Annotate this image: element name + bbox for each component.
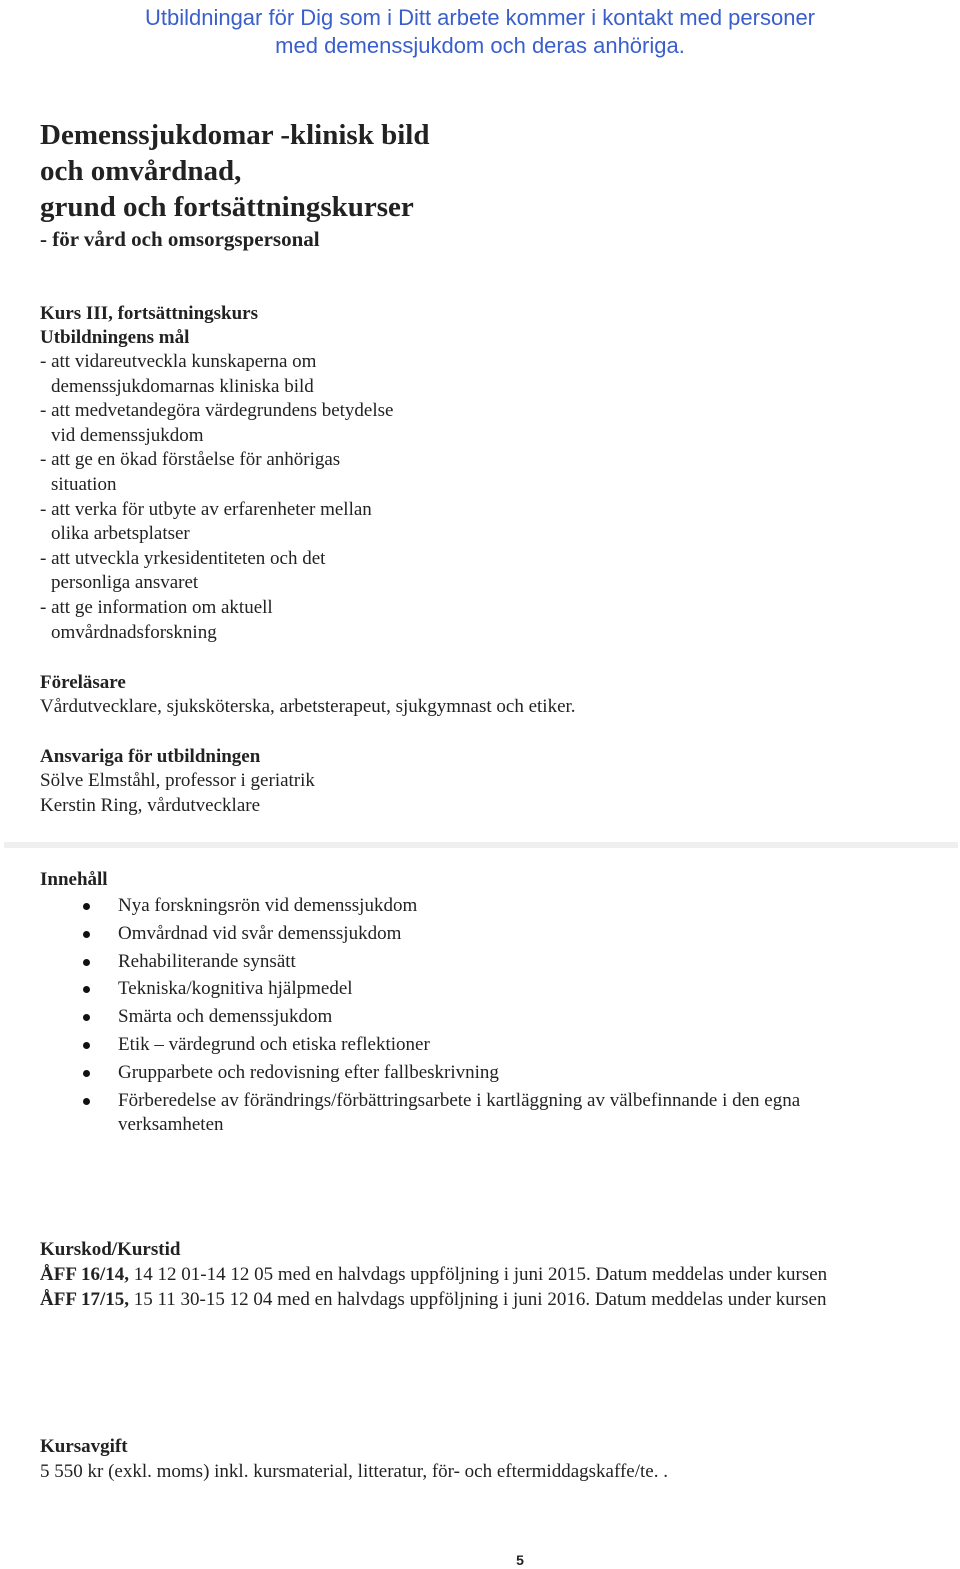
list-item: [80, 977, 910, 1001]
page-title-line-3: grund och fortsättningskurser: [40, 191, 414, 223]
bullet-icon: [83, 1098, 90, 1105]
goal-line: - att verka för utbyte av erfarenheter mellan: [40, 498, 372, 520]
responsible-heading: Ansvariga för utbildningen: [40, 746, 261, 767]
goal-item: [40, 547, 393, 596]
bullet-icon: [83, 986, 90, 993]
goal-continuation: omvårdnadsforskning: [51, 621, 217, 643]
course-dates: 14 12 01-14 12 05 med en halvdags uppföljning i juni 2015. Datum meddelas under kursen: [129, 1264, 828, 1285]
goal-continuation: demenssjukdomarnas kliniska bild: [51, 375, 314, 397]
goals-heading: Utbildningens mål: [40, 327, 190, 348]
fee-heading: Kursavgift: [40, 1436, 128, 1457]
list-item: [80, 1033, 910, 1057]
content-list: [80, 894, 910, 1140]
page-title-line-2: och omvårdnad,: [40, 155, 242, 187]
list-item: [80, 1061, 910, 1085]
list-item-text: Etik – värdegrund och etiska reflektioner: [118, 1033, 430, 1055]
bullet-icon: [83, 959, 90, 966]
goal-line: - att utveckla yrkesidentiteten och det: [40, 547, 326, 569]
list-item-text: Rehabiliterande synsätt: [118, 950, 296, 972]
course-dates: 15 11 30-15 12 04 med en halvdags uppföljning i juni 2016. Datum meddelas under kursen: [129, 1289, 827, 1310]
list-item-text: Grupparbete och redovisning efter fallbeskrivning: [118, 1061, 499, 1083]
page-title-line-1: Demenssjukdomar -klinisk bild: [40, 119, 430, 151]
course-name: Kurs III, fortsättningskurs: [40, 303, 259, 324]
lecturers-text: Vårdutvecklare, sjuksköterska, arbetsterapeut, sjukgymnast och etiker.: [40, 696, 576, 717]
list-item-text: Förberedelse av förändrings/förbättringsarbete i kartläggning av välbefinnande i den egna verksamheten: [118, 1089, 801, 1135]
bullet-icon: [83, 1042, 90, 1049]
course-code: ÅFF 17/15,: [40, 1289, 130, 1310]
goal-item: [40, 399, 393, 448]
bullet-icon: [83, 1070, 90, 1077]
list-item-text: Tekniska/kognitiva hjälpmedel: [118, 978, 353, 1000]
goals-list: [40, 350, 393, 645]
list-item: [80, 950, 910, 974]
goal-continuation: vid demenssjukdom: [51, 424, 204, 446]
list-item-text: Nya forskningsrön vid demenssjukdom: [118, 895, 418, 916]
content-heading: Innehåll: [40, 869, 108, 890]
goal-item: [40, 350, 393, 399]
goal-line: - att vidareutveckla kunskaperna om: [40, 351, 317, 372]
fee-text: 5 550 kr (exkl. moms) inkl. kursmaterial, litteratur, för- och eftermiddagskaffe/te. .: [40, 1461, 668, 1482]
goal-continuation: situation: [51, 473, 117, 495]
goal-item: [40, 596, 393, 645]
course-code-entry: [40, 1288, 826, 1312]
header-line-1: Utbildningar för Dig som i Ditt arbete kommer i kontakt med personer: [144, 5, 816, 30]
goal-line: - att medvetandegöra värdegrundens betydelse: [40, 400, 394, 422]
responsible-person: Sölve Elmståhl, professor i geriatrik: [40, 770, 315, 791]
section-divider: [4, 842, 958, 848]
lecturers-heading: Föreläsare: [40, 672, 126, 693]
bullet-icon: [83, 1014, 90, 1021]
list-item: [80, 1005, 910, 1029]
header-line-2: med demenssjukdom och deras anhöriga.: [275, 33, 685, 58]
page-subtitle: - för vård och omsorgspersonal: [40, 227, 320, 251]
goal-item: [40, 498, 393, 547]
goal-continuation: olika arbetsplatser: [51, 523, 190, 545]
list-item-text: Smärta och demenssjukdom: [118, 1006, 333, 1028]
list-item-text: Omvårdnad vid svår demenssjukdom: [118, 922, 402, 944]
list-item: [80, 894, 910, 918]
list-item: [80, 922, 910, 946]
goal-item: [40, 448, 393, 497]
responsible-person: Kerstin Ring, vårdutvecklare: [40, 795, 261, 816]
bullet-icon: [83, 903, 90, 910]
bullet-icon: [83, 931, 90, 938]
goal-line: - att ge en ökad förståelse för anhörigas: [40, 449, 341, 471]
page-number: 5: [516, 1552, 524, 1568]
course-code-entry: [40, 1263, 827, 1287]
list-item: [80, 1089, 910, 1137]
goal-line: - att ge information om aktuell: [40, 596, 273, 618]
codes-heading: Kurskod/Kurstid: [40, 1239, 181, 1260]
goal-continuation: personliga ansvaret: [51, 572, 199, 594]
course-code: ÅFF 16/14,: [40, 1264, 130, 1285]
